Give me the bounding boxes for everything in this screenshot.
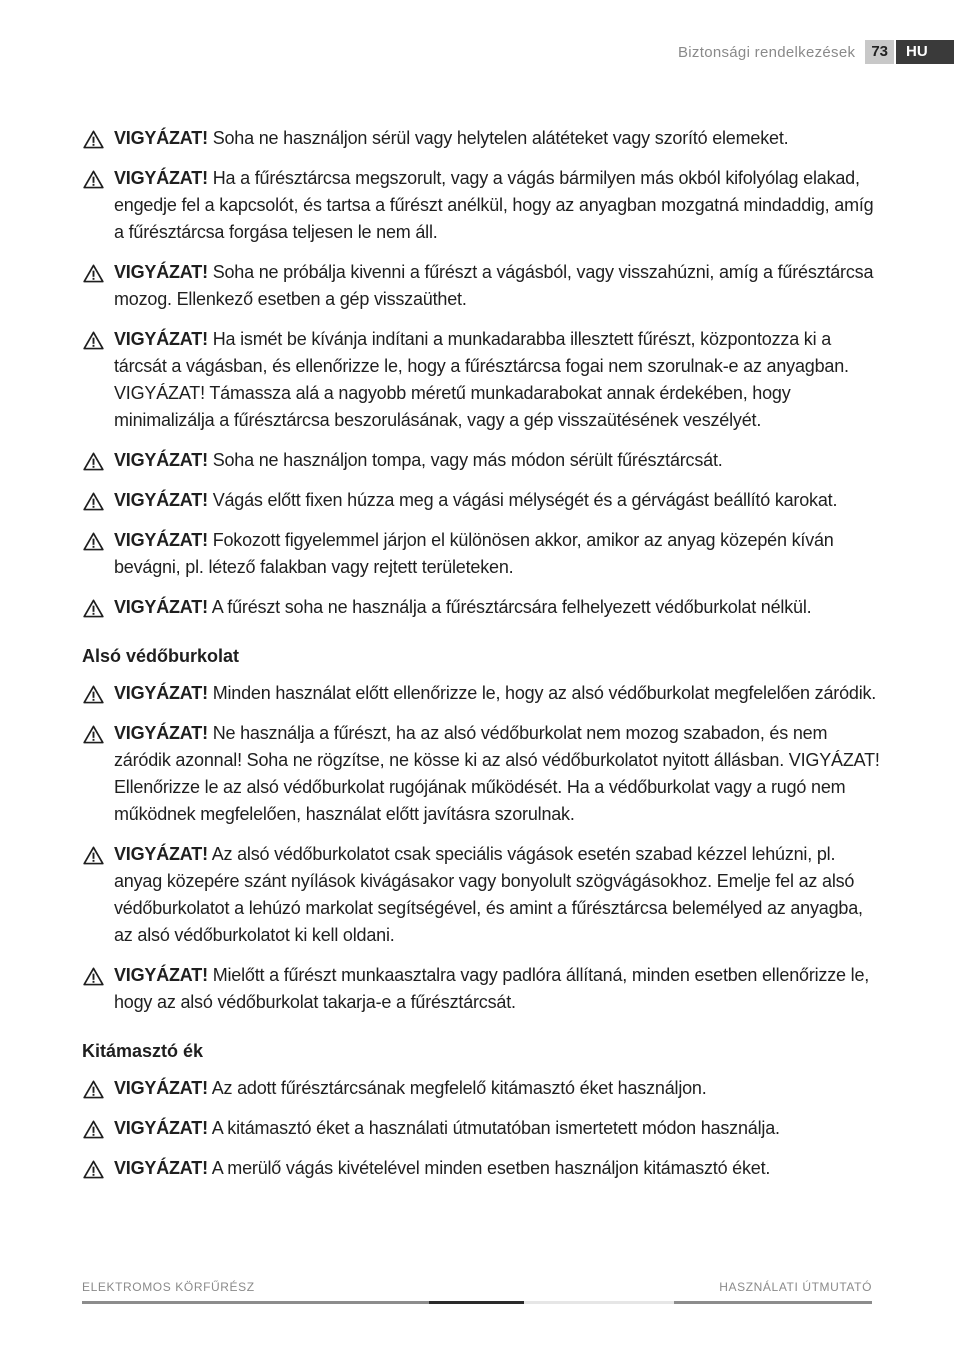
footer-bar-segment-3 [524, 1301, 674, 1304]
warning-triangle-icon [83, 725, 104, 744]
warning-triangle-icon [83, 492, 104, 511]
warning-triangle-icon [83, 331, 104, 350]
warning-text: Soha ne próbálja kivenni a fűrészt a vágásból, vagy visszahúzni, amíg a fűrésztárcsa mozog. Ellenkező esetben a gép visszaüthet. [114, 262, 874, 309]
warning-label: VIGYÁZAT! [114, 683, 208, 703]
warning-item [82, 259, 882, 313]
warning-text: Soha ne használjon sérül vagy helytelen alátéteket vagy szorító elemeket. [212, 128, 789, 148]
warning-text: Minden használat előtt ellenőrizze le, hogy az alsó védőburkolat megfelelően záródik. [212, 683, 877, 703]
section-title: Biztonsági rendelkezések [678, 43, 856, 61]
warning-label: VIGYÁZAT! [114, 723, 208, 743]
warning-text: A fűrészt soha ne használja a fűrésztárcsára felhelyezett védőburkolat nélkül. [211, 597, 812, 617]
warning-label: VIGYÁZAT! [114, 597, 208, 617]
warning-item [82, 720, 882, 828]
warning-triangle-icon [83, 264, 104, 283]
warning-item [82, 962, 882, 1016]
warning-label: VIGYÁZAT! [114, 262, 208, 282]
warning-label: VIGYÁZAT! [114, 490, 208, 510]
warning-item [82, 487, 882, 514]
warning-text: Vágás előtt fixen húzza meg a vágási mélységét és a gérvágást beállító karokat. [212, 490, 838, 510]
warning-text: Ha ismét be kívánja indítani a munkadarabba illesztett fűrészt, központozza ki a tárcsát a vágásban, és ellenőrizze le, hogy a fűrésztárcsa fogai nem szorulnak-e az anyagban. VIGYÁZAT! Támassza alá a nagyobb méretű munkadarabokat annak érdekében, hogy minimalizálja a fűrésztárcsa beszorulásának, vagy a gép visszaütésének veszélyét. [114, 329, 849, 430]
warning-triangle-icon [83, 170, 104, 189]
warning-label: VIGYÁZAT! [114, 1118, 208, 1138]
warning-text: Az alsó védőburkolatot csak speciális vágások esetén szabad kézzel lehúzni, pl. anyag közepére szánt nyílások kivágásakor vagy bonyolult szögvágásokhoz. Emelje fel az alsó védőburkolatot a lehúzó markolat segítségével, és amint a fűrésztárcsa belemélyed az anyagba, az alsó védőburkolatot ki kell oldani. [114, 844, 863, 945]
warning-label: VIGYÁZAT! [114, 329, 208, 349]
section-heading: Kitámasztó ék [82, 1041, 204, 1061]
page-number: 73 [865, 40, 894, 64]
footer-doc-type: HASZNÁLATI ÚTMUTATÓ [719, 1280, 872, 1294]
footer-bar-segment-1 [82, 1301, 429, 1304]
footer-product: ELEKTROMOS KÖRFŰRÉSZ [82, 1280, 255, 1294]
warning-item [82, 447, 882, 474]
footer-bar-segment-4 [674, 1301, 872, 1304]
page-header [678, 40, 954, 64]
warning-item [82, 1115, 882, 1142]
warning-triangle-icon [83, 1160, 104, 1179]
warning-triangle-icon [83, 532, 104, 551]
warning-label: VIGYÁZAT! [114, 128, 208, 148]
warning-text: A merülő vágás kivételével minden esetben használjon kitámasztó éket. [211, 1158, 771, 1178]
warning-triangle-icon [83, 599, 104, 618]
warning-text: Fokozott figyelemmel járjon el különösen akkor, amikor az anyag közepén kíván bevágni, pl. létező falakban vagy rejtett területeken. [114, 530, 834, 577]
footer-bar-segment-2 [429, 1301, 524, 1304]
warning-triangle-icon [83, 1080, 104, 1099]
warning-triangle-icon [83, 452, 104, 471]
language-tag: HU [896, 40, 954, 64]
warning-triangle-icon [83, 967, 104, 986]
warning-label: VIGYÁZAT! [114, 1078, 208, 1098]
warning-item [82, 1075, 882, 1102]
warning-item [82, 125, 882, 152]
warning-text: Mielőtt a fűrészt munkaasztalra vagy padlóra állítaná, minden esetben ellenőrizze le, hogy az alsó védőburkolat takarja-e a fűrésztárcsát. [114, 965, 870, 1012]
warning-label: VIGYÁZAT! [114, 844, 208, 864]
warning-triangle-icon [83, 685, 104, 704]
warning-triangle-icon [83, 130, 104, 149]
warning-label: VIGYÁZAT! [114, 168, 208, 188]
warning-label: VIGYÁZAT! [114, 965, 208, 985]
warning-text: Ha a fűrésztárcsa megszorult, vagy a vágás bármilyen más okból kifolyólag elakad, engedje fel a kapcsolót, és tartsa a fűrészt anélkül, hogy az anyagban mozgatná mindaddig, amíg a fűrésztárcsa forgása teljesen le nem áll. [114, 168, 874, 242]
warning-text: Ne használja a fűrészt, ha az alsó védőburkolat nem mozog szabadon, és nem záródik azonnal! Soha ne rögzítse, ne kösse ki az alsó védőburkolatot nyitott állásban. VIGYÁZAT! Ellenőrizze le az alsó védőburkolat rugójának működését. Ha a védőburkolat vagy a rugó nem működnek megfelelően, használat előtt javításra szorulnak. [114, 723, 880, 824]
section-heading: Alsó védőburkolat [82, 646, 240, 666]
warning-text: A kitámasztó éket a használati útmutatóban ismertetett módon használja. [211, 1118, 780, 1138]
warning-item [82, 841, 882, 949]
warning-label: VIGYÁZAT! [114, 530, 208, 550]
warning-item [82, 594, 882, 621]
page-content [82, 125, 882, 1195]
warning-label: VIGYÁZAT! [114, 1158, 208, 1178]
warning-triangle-icon [83, 846, 104, 865]
warning-item [82, 165, 882, 246]
warning-text: Soha ne használjon tompa, vagy más módon sérült fűrésztárcsát. [212, 450, 723, 470]
warning-item [82, 326, 882, 434]
warning-item [82, 527, 882, 581]
warning-triangle-icon [83, 1120, 104, 1139]
warning-item [82, 680, 882, 707]
warning-text: Az adott fűrésztárcsának megfelelő kitámasztó éket használjon. [211, 1078, 707, 1098]
warning-label: VIGYÁZAT! [114, 450, 208, 470]
warning-item [82, 1155, 882, 1182]
